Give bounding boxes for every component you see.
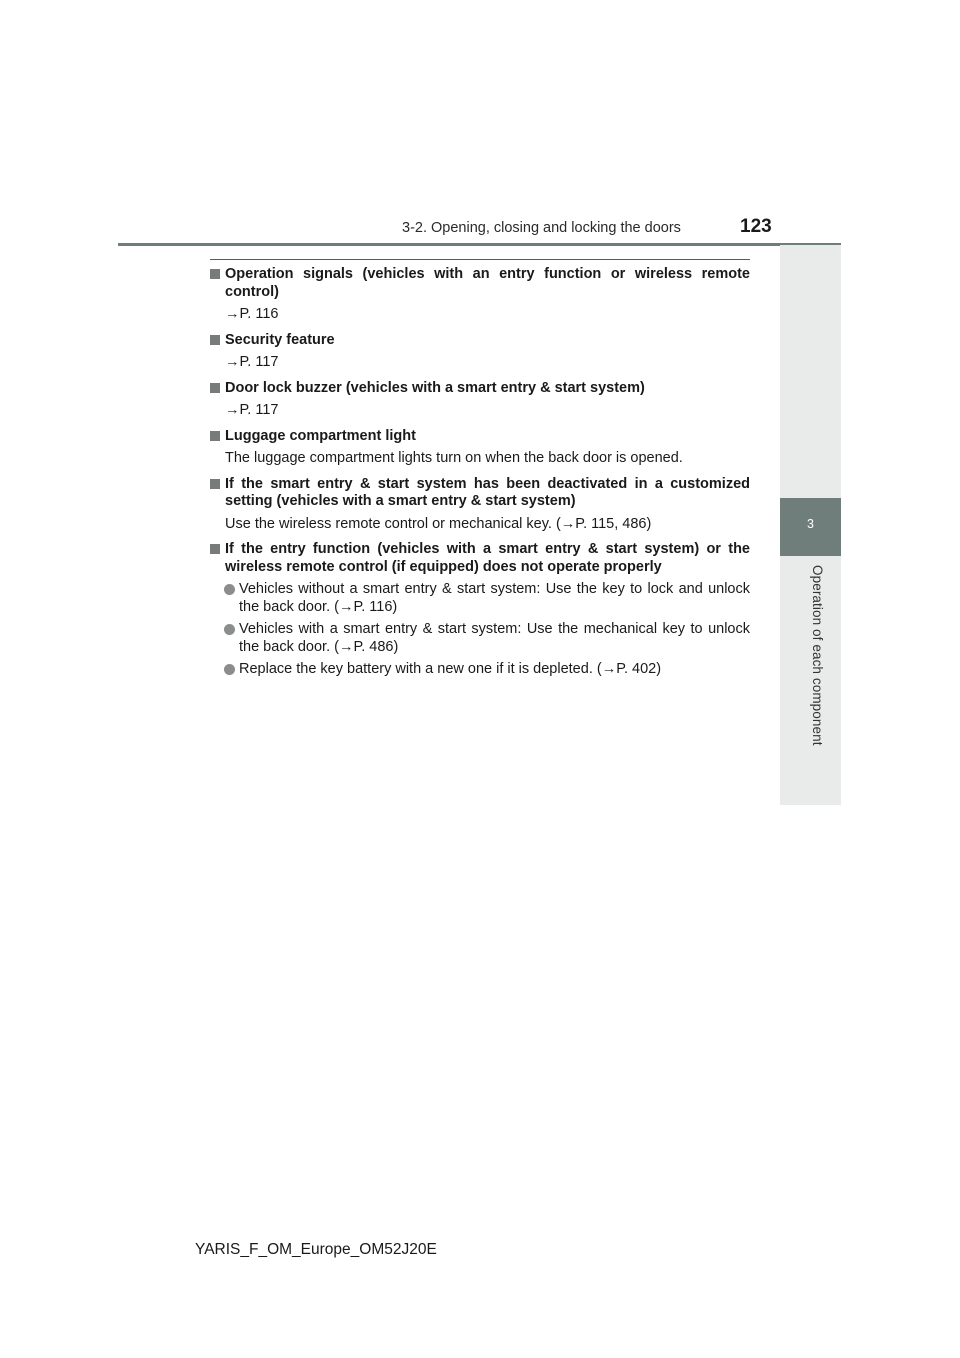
item-heading: Luggage compartment light (210, 428, 750, 446)
square-bullet-icon (210, 544, 220, 554)
list-item: Vehicles without a smart entry & start system: Use the key to lock and unlock the back door. (→P. 116) (210, 581, 750, 616)
page-reference: →P. 117 (225, 354, 279, 370)
item-luggage-light (210, 428, 750, 468)
item-operation-signals (210, 266, 750, 324)
item-security-feature (210, 332, 750, 372)
circle-bullet-icon (224, 664, 235, 675)
section-rule (210, 259, 750, 260)
item-heading: Operation signals (vehicles with an entry function or wireless remote control) (210, 266, 750, 301)
circle-bullet-icon (224, 624, 235, 635)
item-smart-entry-deactivated (210, 476, 750, 534)
item-body: Use the wireless remote control or mechanical key. (→P. 115, 486) (225, 515, 652, 532)
item-heading: If the entry function (vehicles with a smart entry & start system) or the wireless remote control (if equipped) does not operate properly (210, 541, 750, 576)
item-body: The luggage compartment lights turn on when the back door is opened. (225, 450, 683, 466)
square-bullet-icon (210, 269, 220, 279)
circle-bullet-icon (224, 584, 235, 595)
item-heading: If the smart entry & start system has been deactivated in a customized setting (vehicles with a smart entry & start system) (210, 476, 750, 511)
square-bullet-icon (210, 335, 220, 345)
square-bullet-icon (210, 431, 220, 441)
content (210, 266, 750, 687)
chapter-tab-number: 3 (807, 517, 814, 531)
list-item: Vehicles with a smart entry & start system: Use the mechanical key to unlock the back door. (→P. 486) (210, 621, 750, 656)
page-number: 123 (740, 216, 772, 237)
page-reference: →P. 117 (225, 402, 279, 418)
item-entry-not-operating (210, 541, 750, 679)
square-bullet-icon (210, 479, 220, 489)
header-section-title: 3-2. Opening, closing and locking the doors (402, 220, 681, 236)
item-heading: Door lock buzzer (vehicles with a smart entry & start system) (210, 380, 750, 398)
footer-doc-code: YARIS_F_OM_Europe_OM52J20E (195, 1241, 437, 1258)
page-reference: →P. 116 (225, 306, 279, 322)
list-item: Replace the key battery with a new one if it is depleted. (→P. 402) (210, 661, 750, 679)
square-bullet-icon (210, 383, 220, 393)
item-heading: Security feature (210, 332, 750, 350)
item-door-lock-buzzer (210, 380, 750, 420)
chapter-label: Operation of each component (810, 565, 825, 746)
header-rule (118, 243, 841, 246)
